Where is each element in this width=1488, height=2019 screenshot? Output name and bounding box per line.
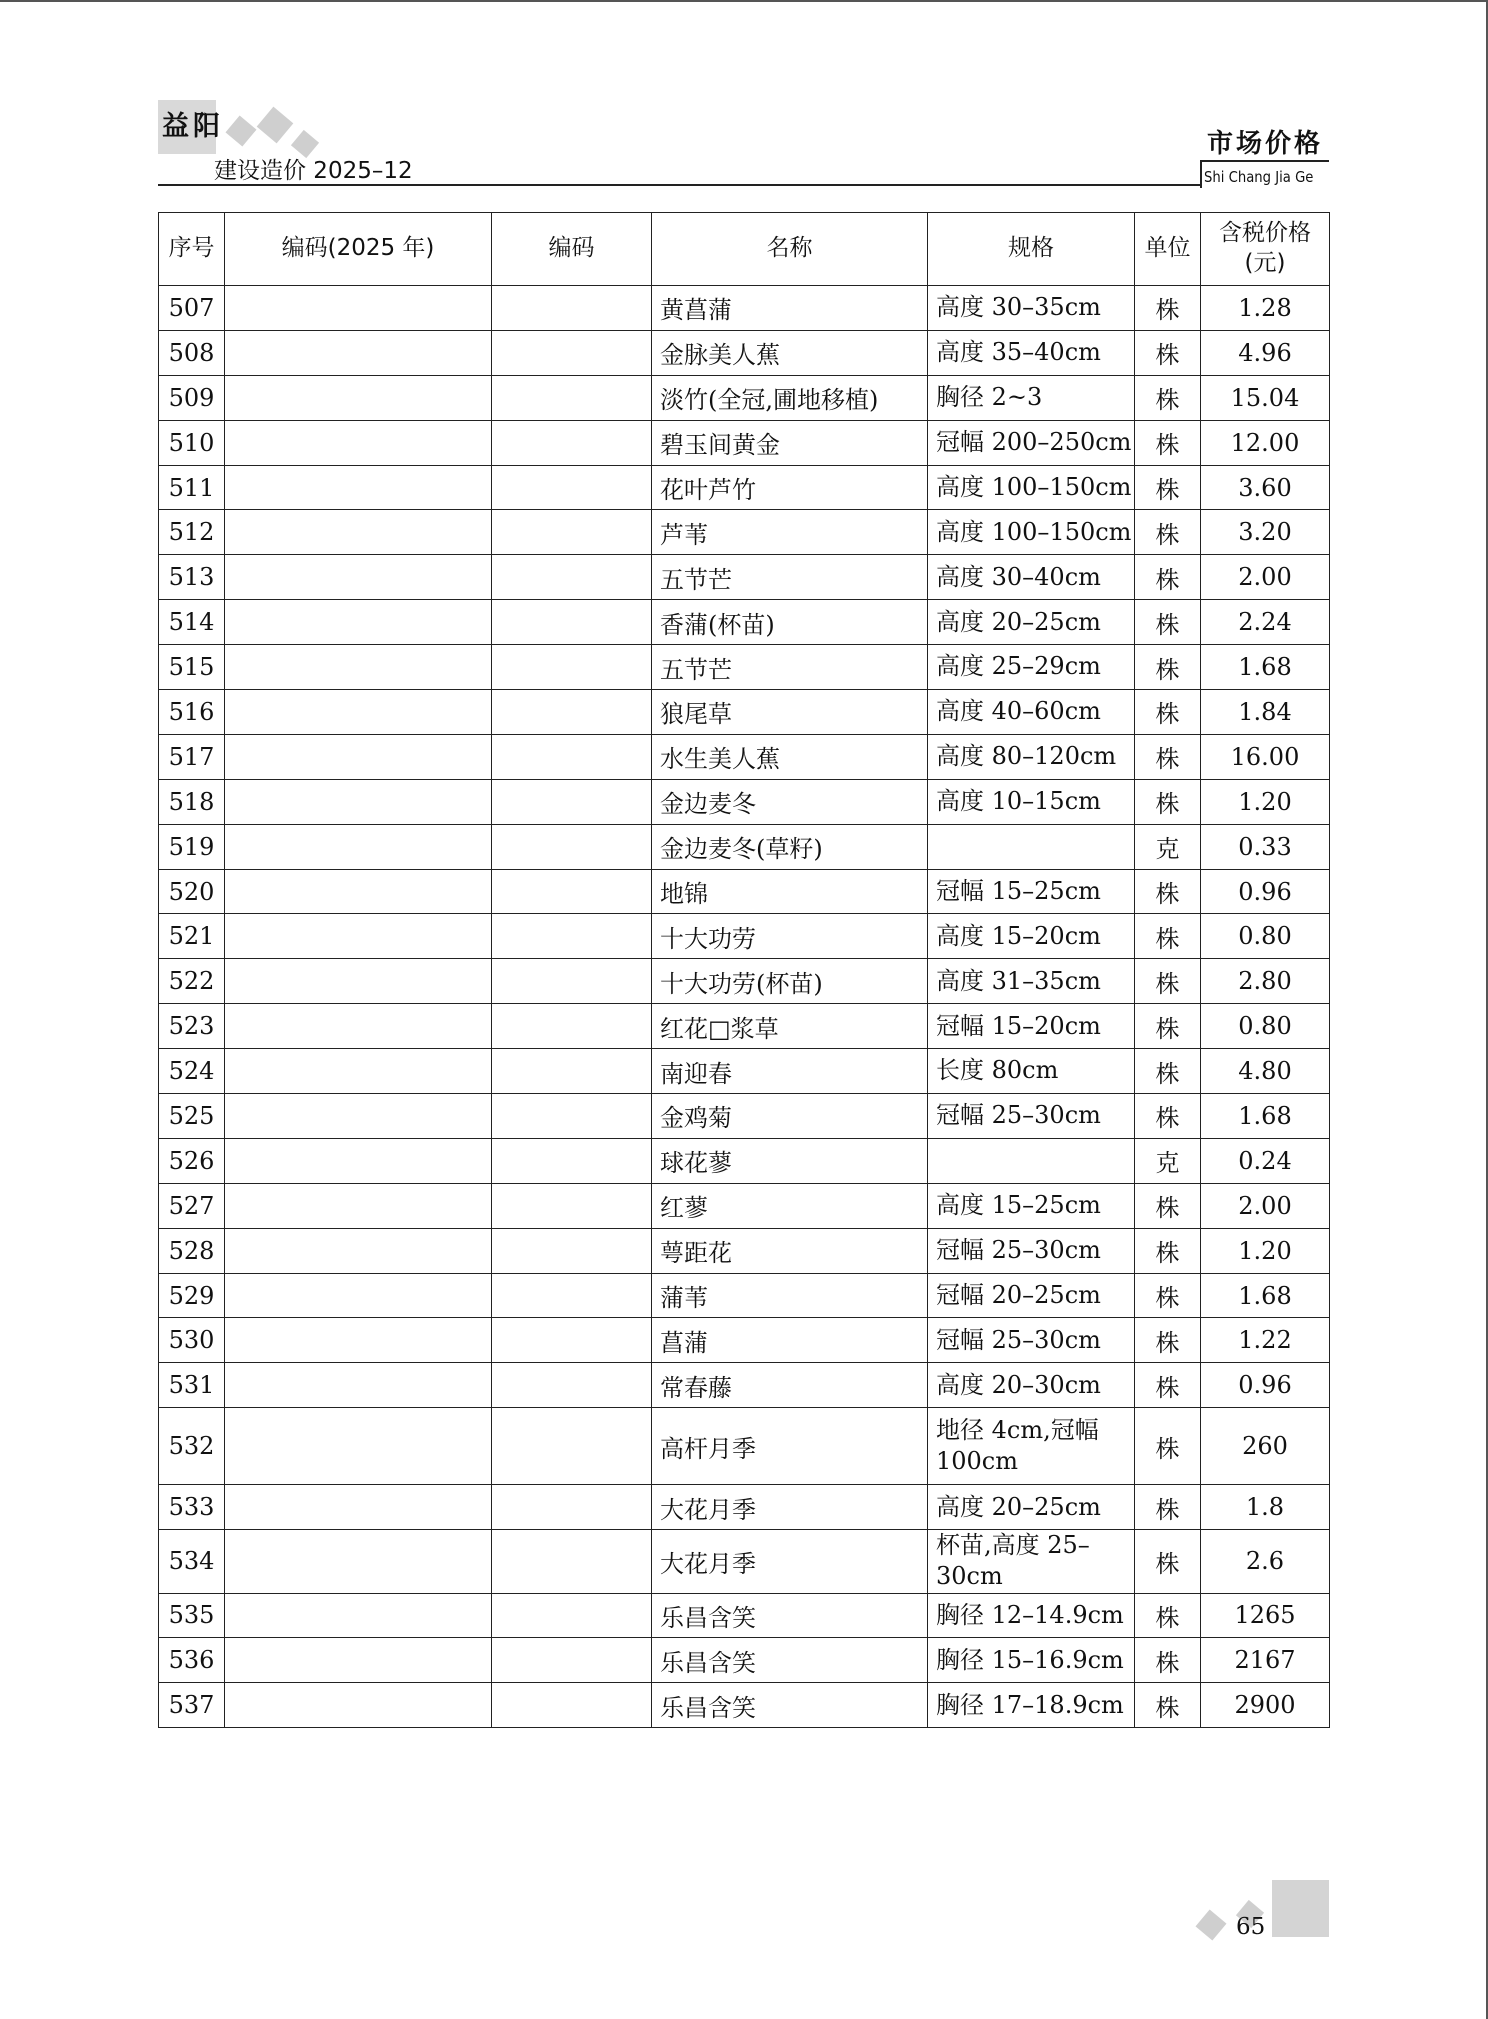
cell-unit: 株 (1135, 1638, 1201, 1683)
cell-seq: 508 (159, 330, 225, 375)
cell-seq: 522 (159, 959, 225, 1004)
table-row (159, 690, 1330, 735)
cell-spec: 高度 10–15cm (928, 779, 1135, 824)
cell-price: 2900 (1201, 1683, 1330, 1728)
table-row (159, 420, 1330, 465)
cell-code (492, 1094, 652, 1139)
cell-unit: 株 (1135, 1683, 1201, 1728)
price-table (158, 212, 1330, 1728)
cell-seq: 534 (159, 1530, 225, 1593)
cell-seq: 518 (159, 779, 225, 824)
cell-name: 十大功劳 (652, 914, 928, 959)
cell-spec: 冠幅 25–30cm (928, 1318, 1135, 1363)
cell-code-2025 (225, 1183, 492, 1228)
cell-code (492, 779, 652, 824)
cell-spec: 高度 25–29cm (928, 645, 1135, 690)
cell-name: 蒲苇 (652, 1273, 928, 1318)
col-header-price-currency: (元) (1244, 250, 1286, 276)
cell-code-2025 (225, 645, 492, 690)
col-header-spec: 规格 (928, 213, 1135, 286)
cell-code-2025 (225, 600, 492, 645)
cell-spec: 胸径 2~3 (928, 375, 1135, 420)
cell-price: 1265 (1201, 1593, 1330, 1638)
table-row (159, 734, 1330, 779)
table-row (159, 1094, 1330, 1139)
cell-seq: 530 (159, 1318, 225, 1363)
cell-seq: 537 (159, 1683, 225, 1728)
cell-seq: 513 (159, 555, 225, 600)
cell-code-2025 (225, 824, 492, 869)
cell-spec: 胸径 15–16.9cm (928, 1638, 1135, 1683)
cell-code (492, 510, 652, 555)
header-section-title: 市场价格 (1207, 129, 1324, 159)
table-row (159, 1485, 1330, 1530)
cell-spec: 高度 35–40cm (928, 330, 1135, 375)
cell-seq: 531 (159, 1363, 225, 1408)
cell-unit: 株 (1135, 1408, 1201, 1485)
cell-name: 菖蒲 (652, 1318, 928, 1363)
cell-spec: 高度 20–25cm (928, 1485, 1135, 1530)
cell-code-2025 (225, 1638, 492, 1683)
cell-price: 3.20 (1201, 510, 1330, 555)
cell-code (492, 824, 652, 869)
cell-price: 0.33 (1201, 824, 1330, 869)
header-diamond-decor (257, 107, 294, 144)
table-row (159, 1228, 1330, 1273)
cell-spec: 高度 20–25cm (928, 600, 1135, 645)
table-body (159, 286, 1330, 1728)
cell-code (492, 1273, 652, 1318)
cell-spec: 冠幅 200–250cm (928, 420, 1135, 465)
header-city: 益阳 (162, 111, 224, 142)
cell-seq: 521 (159, 914, 225, 959)
cell-code-2025 (225, 734, 492, 779)
cell-seq: 519 (159, 824, 225, 869)
table-row (159, 465, 1330, 510)
cell-seq: 511 (159, 465, 225, 510)
col-header-seq: 序号 (159, 213, 225, 286)
header-section-pinyin: Shi Chang Jia Ge (1204, 168, 1314, 186)
cell-code-2025 (225, 1273, 492, 1318)
cell-unit: 株 (1135, 1183, 1201, 1228)
cell-code (492, 1183, 652, 1228)
cell-unit: 株 (1135, 1318, 1201, 1363)
cell-code (492, 645, 652, 690)
cell-code-2025 (225, 1004, 492, 1049)
cell-unit: 株 (1135, 555, 1201, 600)
cell-code-2025 (225, 914, 492, 959)
cell-name: 狼尾草 (652, 690, 928, 735)
cell-seq: 507 (159, 286, 225, 331)
cell-price: 1.20 (1201, 1228, 1330, 1273)
cell-spec: 冠幅 15–25cm (928, 869, 1135, 914)
cell-code (492, 1228, 652, 1273)
cell-code-2025 (225, 1408, 492, 1485)
cell-unit: 株 (1135, 420, 1201, 465)
cell-code (492, 465, 652, 510)
cell-seq: 528 (159, 1228, 225, 1273)
cell-code (492, 286, 652, 331)
table-row (159, 1318, 1330, 1363)
cell-name: 乐昌含笑 (652, 1683, 928, 1728)
page-number: 65 (1236, 1914, 1266, 1940)
cell-price: 2.80 (1201, 959, 1330, 1004)
header-publication: 建设造价 2025–12 (214, 158, 413, 184)
cell-code-2025 (225, 1138, 492, 1183)
cell-spec: 地径 4cm,冠幅 100cm (928, 1408, 1135, 1485)
cell-code-2025 (225, 286, 492, 331)
cell-code (492, 914, 652, 959)
cell-unit: 株 (1135, 1049, 1201, 1094)
cell-spec (928, 824, 1135, 869)
cell-name: 红花□浆草 (652, 1004, 928, 1049)
cell-spec: 冠幅 15–20cm (928, 1004, 1135, 1049)
cell-code (492, 375, 652, 420)
cell-name: 金边麦冬 (652, 779, 928, 824)
cell-seq: 514 (159, 600, 225, 645)
cell-name: 球花蓼 (652, 1138, 928, 1183)
cell-name: 高杆月季 (652, 1408, 928, 1485)
header-section-tick (1200, 160, 1202, 188)
cell-spec: 高度 40–60cm (928, 690, 1135, 735)
cell-price: 3.60 (1201, 465, 1330, 510)
cell-price: 16.00 (1201, 734, 1330, 779)
table-row (159, 1593, 1330, 1638)
cell-name: 地锦 (652, 869, 928, 914)
cell-price: 0.24 (1201, 1138, 1330, 1183)
header-diamond-decor (226, 116, 257, 147)
cell-code (492, 1004, 652, 1049)
cell-price: 1.20 (1201, 779, 1330, 824)
cell-code (492, 1485, 652, 1530)
table-row (159, 555, 1330, 600)
cell-unit: 株 (1135, 914, 1201, 959)
cell-code-2025 (225, 1530, 492, 1593)
table-row (159, 1004, 1330, 1049)
footer-diamond-decor (1196, 1910, 1227, 1941)
cell-code-2025 (225, 1683, 492, 1728)
cell-code-2025 (225, 1485, 492, 1530)
table-row (159, 1683, 1330, 1728)
cell-name: 乐昌含笑 (652, 1593, 928, 1638)
cell-code (492, 555, 652, 600)
cell-spec: 冠幅 25–30cm (928, 1094, 1135, 1139)
cell-seq: 512 (159, 510, 225, 555)
table-row (159, 1273, 1330, 1318)
cell-unit: 株 (1135, 779, 1201, 824)
cell-name: 大花月季 (652, 1485, 928, 1530)
cell-price: 2.00 (1201, 1183, 1330, 1228)
col-header-code: 编码 (492, 213, 652, 286)
cell-unit: 株 (1135, 600, 1201, 645)
table-row (159, 510, 1330, 555)
table-row (159, 1530, 1330, 1593)
cell-unit: 株 (1135, 645, 1201, 690)
cell-spec: 高度 20–30cm (928, 1363, 1135, 1408)
cell-price: 0.96 (1201, 1363, 1330, 1408)
cell-seq: 509 (159, 375, 225, 420)
cell-code (492, 1318, 652, 1363)
cell-code-2025 (225, 779, 492, 824)
cell-code-2025 (225, 690, 492, 735)
cell-price: 4.96 (1201, 330, 1330, 375)
cell-code-2025 (225, 555, 492, 600)
cell-price: 1.68 (1201, 1273, 1330, 1318)
cell-seq: 515 (159, 645, 225, 690)
cell-unit: 株 (1135, 330, 1201, 375)
table-row (159, 914, 1330, 959)
cell-seq: 526 (159, 1138, 225, 1183)
cell-seq: 524 (159, 1049, 225, 1094)
cell-name: 金鸡菊 (652, 1094, 928, 1139)
table-row (159, 1638, 1330, 1683)
cell-code (492, 1408, 652, 1485)
cell-seq: 527 (159, 1183, 225, 1228)
cell-price: 260 (1201, 1408, 1330, 1485)
cell-code-2025 (225, 1094, 492, 1139)
cell-name: 芦苇 (652, 510, 928, 555)
footer-gray-block (1272, 1880, 1329, 1937)
cell-price: 1.68 (1201, 645, 1330, 690)
cell-name: 红蓼 (652, 1183, 928, 1228)
table-row (159, 959, 1330, 1004)
cell-spec: 高度 30–35cm (928, 286, 1135, 331)
cell-code-2025 (225, 330, 492, 375)
cell-code-2025 (225, 1318, 492, 1363)
cell-unit: 株 (1135, 1593, 1201, 1638)
cell-seq: 533 (159, 1485, 225, 1530)
cell-price: 4.80 (1201, 1049, 1330, 1094)
table-row (159, 330, 1330, 375)
cell-name: 碧玉间黄金 (652, 420, 928, 465)
cell-unit: 株 (1135, 510, 1201, 555)
cell-name: 十大功劳(杯苗) (652, 959, 928, 1004)
header-rule (158, 184, 1200, 186)
cell-code (492, 690, 652, 735)
table-row (159, 1183, 1330, 1228)
cell-unit: 株 (1135, 375, 1201, 420)
cell-name: 金脉美人蕉 (652, 330, 928, 375)
cell-code-2025 (225, 1228, 492, 1273)
cell-unit: 克 (1135, 1138, 1201, 1183)
cell-spec: 杯苗,高度 25–30cm (928, 1530, 1135, 1593)
page-border-top (0, 0, 1488, 2)
cell-unit: 株 (1135, 1228, 1201, 1273)
cell-unit: 株 (1135, 690, 1201, 735)
cell-seq: 525 (159, 1094, 225, 1139)
cell-seq: 532 (159, 1408, 225, 1485)
cell-price: 2.6 (1201, 1530, 1330, 1593)
table-row (159, 1049, 1330, 1094)
cell-name: 常春藤 (652, 1363, 928, 1408)
table-row (159, 600, 1330, 645)
cell-code-2025 (225, 1593, 492, 1638)
cell-code-2025 (225, 1049, 492, 1094)
cell-unit: 克 (1135, 824, 1201, 869)
cell-spec: 高度 100–150cm (928, 465, 1135, 510)
cell-name: 乐昌含笑 (652, 1638, 928, 1683)
col-header-price-label: 含税价格 (1219, 220, 1311, 247)
cell-name: 淡竹(全冠,圃地移植) (652, 375, 928, 420)
table-row (159, 779, 1330, 824)
cell-name: 五节芒 (652, 645, 928, 690)
cell-code (492, 734, 652, 779)
cell-code (492, 869, 652, 914)
cell-spec: 高度 100–150cm (928, 510, 1135, 555)
cell-code-2025 (225, 420, 492, 465)
cell-price: 0.96 (1201, 869, 1330, 914)
cell-code-2025 (225, 465, 492, 510)
header-section-rule (1200, 160, 1329, 162)
cell-code (492, 1638, 652, 1683)
cell-unit: 株 (1135, 465, 1201, 510)
cell-spec: 冠幅 25–30cm (928, 1228, 1135, 1273)
table-row (159, 645, 1330, 690)
col-header-code-2025: 编码(2025 年) (225, 213, 492, 286)
cell-unit: 株 (1135, 1530, 1201, 1593)
col-header-price (1201, 213, 1330, 286)
table-row (159, 1408, 1330, 1485)
cell-price: 2167 (1201, 1638, 1330, 1683)
cell-name: 金边麦冬(草籽) (652, 824, 928, 869)
cell-spec: 胸径 12–14.9cm (928, 1593, 1135, 1638)
cell-name: 大花月季 (652, 1530, 928, 1593)
cell-price: 2.00 (1201, 555, 1330, 600)
cell-code (492, 420, 652, 465)
cell-name: 花叶芦竹 (652, 465, 928, 510)
cell-seq: 517 (159, 734, 225, 779)
cell-unit: 株 (1135, 1004, 1201, 1049)
cell-unit: 株 (1135, 1094, 1201, 1139)
table-row (159, 286, 1330, 331)
cell-code-2025 (225, 510, 492, 555)
cell-seq: 510 (159, 420, 225, 465)
cell-unit: 株 (1135, 1485, 1201, 1530)
cell-code-2025 (225, 869, 492, 914)
cell-name: 黄菖蒲 (652, 286, 928, 331)
cell-code (492, 600, 652, 645)
cell-code-2025 (225, 1363, 492, 1408)
cell-spec: 高度 15–25cm (928, 1183, 1135, 1228)
cell-spec: 冠幅 20–25cm (928, 1273, 1135, 1318)
cell-seq: 520 (159, 869, 225, 914)
cell-code (492, 1363, 652, 1408)
table-row (159, 375, 1330, 420)
cell-unit: 株 (1135, 286, 1201, 331)
cell-name: 香蒲(杯苗) (652, 600, 928, 645)
cell-seq: 535 (159, 1593, 225, 1638)
cell-spec: 长度 80cm (928, 1049, 1135, 1094)
cell-unit: 株 (1135, 734, 1201, 779)
cell-unit: 株 (1135, 1273, 1201, 1318)
cell-seq: 516 (159, 690, 225, 735)
cell-seq: 536 (159, 1638, 225, 1683)
table-header-row (159, 213, 1330, 286)
cell-spec: 高度 30–40cm (928, 555, 1135, 600)
cell-spec: 高度 15–20cm (928, 914, 1135, 959)
cell-price: 1.28 (1201, 286, 1330, 331)
table-row (159, 1138, 1330, 1183)
cell-spec: 高度 80–120cm (928, 734, 1135, 779)
table-row (159, 1363, 1330, 1408)
cell-unit: 株 (1135, 1363, 1201, 1408)
cell-seq: 529 (159, 1273, 225, 1318)
cell-code (492, 1138, 652, 1183)
cell-price: 1.22 (1201, 1318, 1330, 1363)
cell-spec (928, 1138, 1135, 1183)
cell-seq: 523 (159, 1004, 225, 1049)
table-row (159, 869, 1330, 914)
cell-code-2025 (225, 375, 492, 420)
cell-price: 1.8 (1201, 1485, 1330, 1530)
cell-price: 0.80 (1201, 1004, 1330, 1049)
cell-spec: 胸径 17–18.9cm (928, 1683, 1135, 1728)
cell-price: 1.84 (1201, 690, 1330, 735)
cell-price: 1.68 (1201, 1094, 1330, 1139)
col-header-name: 名称 (652, 213, 928, 286)
cell-price: 12.00 (1201, 420, 1330, 465)
cell-code (492, 1049, 652, 1094)
cell-code (492, 330, 652, 375)
cell-price: 2.24 (1201, 600, 1330, 645)
cell-name: 南迎春 (652, 1049, 928, 1094)
cell-unit: 株 (1135, 959, 1201, 1004)
cell-code (492, 959, 652, 1004)
cell-price: 0.80 (1201, 914, 1330, 959)
cell-price: 15.04 (1201, 375, 1330, 420)
cell-name: 水生美人蕉 (652, 734, 928, 779)
cell-code-2025 (225, 959, 492, 1004)
cell-name: 五节芒 (652, 555, 928, 600)
cell-name: 萼距花 (652, 1228, 928, 1273)
table-row (159, 824, 1330, 869)
cell-code (492, 1593, 652, 1638)
cell-spec: 高度 31–35cm (928, 959, 1135, 1004)
col-header-unit: 单位 (1135, 213, 1201, 286)
cell-code (492, 1683, 652, 1728)
cell-unit: 株 (1135, 869, 1201, 914)
cell-code (492, 1530, 652, 1593)
